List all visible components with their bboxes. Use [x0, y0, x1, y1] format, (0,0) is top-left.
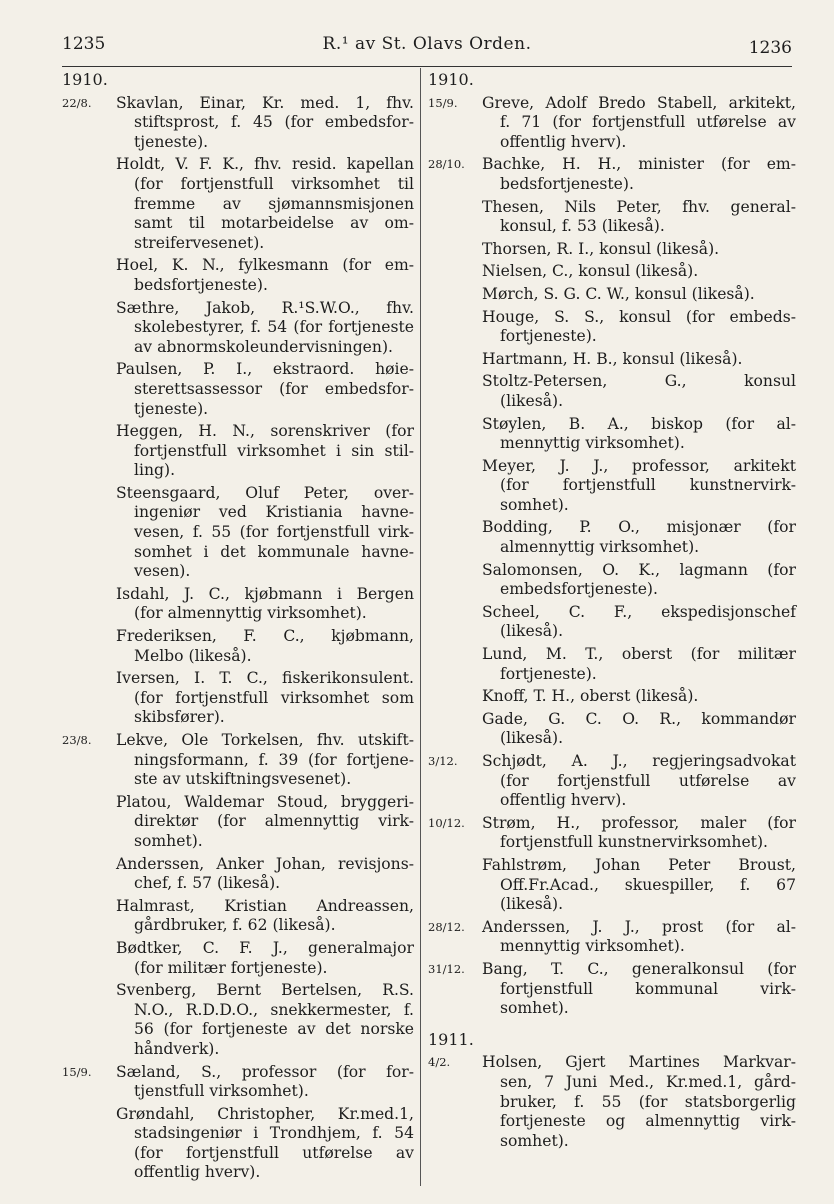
- entry-line: Bodding, P. O., misjonær (for: [482, 518, 796, 537]
- entry-line: Lekve, Ole Torkelsen, fhv. utskift-: [116, 731, 414, 749]
- entry-date: 28/12.: [428, 919, 465, 934]
- entry: [428, 457, 796, 516]
- entry: [62, 669, 414, 728]
- entry-line: Nielsen, C., konsul (likeså).: [482, 262, 699, 281]
- entry: [428, 415, 796, 454]
- entry: [62, 981, 414, 1059]
- entry: [62, 360, 414, 419]
- entry: [62, 1063, 414, 1102]
- entry-line: (for almennyttig virksomhet).: [134, 604, 367, 623]
- year-heading: 1910.: [428, 70, 474, 89]
- entry-line: Mørch, S. G. C. W., konsul (likeså).: [482, 284, 755, 303]
- entry-line: bedsfortjeneste).: [500, 174, 634, 193]
- entry: [428, 1053, 796, 1151]
- entry: [428, 94, 796, 153]
- entry-line: gårdbruker, f. 62 (likeså).: [134, 916, 336, 935]
- entry-line: Bachke, H. H., minister (for em-: [482, 155, 796, 174]
- entry-line: (likeså).: [500, 729, 564, 748]
- entry-line: Svenberg, Bernt Bertelsen, R.S.: [116, 981, 414, 1000]
- entry-line: Platou, Waldemar Stoud, bryggeri-: [116, 792, 414, 811]
- entry-line: bruker, f. 55 (for statsborgerlig: [500, 1092, 796, 1111]
- header-rule: [62, 66, 792, 67]
- entry: [428, 308, 796, 347]
- entry-line: Lund, M. T., oberst (for militær: [482, 645, 796, 664]
- entry-line: skibsfører).: [134, 708, 225, 727]
- entry-date: 28/10.: [428, 157, 465, 172]
- entry: [428, 918, 796, 957]
- left-column: [62, 70, 414, 1186]
- entry-line: Bødtker, C. F. J., generalmajor: [116, 938, 414, 957]
- page-header: [62, 30, 792, 56]
- entry-line: Støylen, B. A., biskop (for al-: [482, 414, 796, 433]
- entry-line: mennyttig virksomhet).: [500, 937, 685, 956]
- column-divider: [420, 68, 421, 1186]
- entry-line: (for fortjenstfull virksomhet til: [134, 174, 414, 193]
- entry-line: Hoel, K. N., fylkesmann (for em-: [116, 256, 414, 275]
- entry-line: Hartmann, H. B., konsul (likeså).: [482, 349, 743, 368]
- entry-line: (likeså).: [500, 895, 564, 914]
- entry-line: Stoltz-Petersen, G., konsul: [482, 372, 796, 391]
- entry-line: (likeså).: [500, 391, 564, 410]
- right-column: [428, 70, 796, 1154]
- entry: [62, 256, 414, 295]
- entry-line: samt til motarbeidelse av om-: [134, 214, 414, 233]
- entry-line: ste av utskiftningsvesenet).: [134, 770, 352, 789]
- entry-line: stadsingeniør i Trondhjem, f. 54: [134, 1124, 414, 1143]
- entry-line: (for fortjenstfull utførelse av: [500, 771, 796, 790]
- entry: [62, 627, 414, 666]
- entry: [62, 155, 414, 253]
- entry-line: Meyer, J. J., professor, arkitekt: [482, 456, 796, 475]
- entry: [428, 285, 796, 305]
- entry: [428, 856, 796, 915]
- entry: [428, 198, 796, 237]
- entry-date: 4/2.: [428, 1055, 451, 1070]
- entry: [428, 561, 796, 600]
- entry-line: somhet).: [500, 495, 569, 514]
- entry-line: mennyttig virksomhet).: [500, 434, 685, 453]
- entry-line: Fahlstrøm, Johan Peter Broust,: [482, 855, 796, 874]
- entry-line: fremme av sjømannsmisjonen: [134, 194, 414, 213]
- entry-line: Paulsen, P. I., ekstraord. høie-: [116, 360, 414, 379]
- entry: [62, 422, 414, 481]
- entry-line: (likeså).: [500, 622, 564, 641]
- entry-line: (for fortjenstfull utførelse av: [134, 1143, 414, 1162]
- entry-line: almennyttig virksomhet).: [500, 538, 700, 557]
- entry-line: embedsfortjeneste).: [500, 580, 658, 599]
- entry-line: offentlig hverv).: [500, 791, 627, 810]
- entry-line: Holsen, Gjert Martines Markvar-: [482, 1053, 796, 1072]
- entry-line: Isdahl, J. C., kjøbmann i Bergen: [116, 584, 414, 603]
- entry-line: sen, 7 Juni Med., Kr.med.1, gård-: [500, 1072, 796, 1091]
- entry-line: Iversen, I. T. C., fiskerikonsulent.: [116, 669, 414, 688]
- entry-line: fortjenstfull kunstnervirksomhet).: [500, 833, 768, 852]
- entry: [62, 939, 414, 978]
- entry: [428, 710, 796, 749]
- entry: [62, 585, 414, 624]
- entry-line: bedsfortjeneste).: [134, 275, 268, 294]
- entry-line: vesen, f. 55 (for fortjenstfull virk-: [134, 523, 414, 542]
- page-number-right: 1236: [748, 38, 792, 58]
- entry: [428, 960, 796, 1019]
- entry: [62, 484, 414, 582]
- entry-line: Anderssen, Anker Johan, revisjons-: [116, 854, 414, 873]
- entry-line: Frederiksen, F. C., kjøbmann,: [116, 627, 414, 646]
- entry-line: f. 71 (for fortjenstfull utførelse av: [500, 113, 796, 132]
- entry: [428, 262, 796, 282]
- entry: [62, 299, 414, 358]
- year-heading: 1910.: [62, 70, 108, 89]
- entry: [428, 155, 796, 194]
- entry-line: Houge, S. S., konsul (for embeds-: [482, 307, 796, 326]
- entry-line: streifervesenet).: [134, 233, 265, 252]
- entry-line: vesen).: [134, 562, 191, 581]
- entry-line: Knoff, T. H., oberst (likeså).: [482, 687, 699, 706]
- entry-line: somhet).: [134, 831, 203, 850]
- entry: [428, 814, 796, 853]
- entry-line: skolebestyrer, f. 54 (for fortjeneste: [134, 318, 414, 337]
- entry-line: ningsformann, f. 39 (for fortjene-: [134, 750, 414, 769]
- entry-line: Grøndahl, Christopher, Kr.med.1,: [116, 1104, 414, 1123]
- entry-line: Anderssen, J. J., prost (for al-: [482, 917, 796, 936]
- entry: [62, 731, 414, 790]
- entry-date: 15/9.: [428, 95, 458, 110]
- entry-line: Scheel, C. F., ekspedisjonschef: [482, 602, 796, 621]
- entry-line: Sæland, S., professor (for for-: [116, 1062, 414, 1081]
- entry-date: 22/8.: [62, 95, 92, 110]
- entry-line: fortjeneste og almennyttig virk-: [500, 1112, 796, 1131]
- entry: [62, 793, 414, 852]
- entry-line: somhet).: [500, 1131, 569, 1150]
- entry-date: 31/12.: [428, 961, 465, 976]
- entry: [428, 603, 796, 642]
- entry-date: 15/9.: [62, 1064, 92, 1079]
- page-number-left: 1235: [62, 34, 106, 54]
- entry-line: konsul, f. 53 (likeså).: [500, 217, 665, 236]
- entry-line: håndverk).: [134, 1039, 220, 1058]
- page-title: R.¹ av St. Olavs Orden.: [322, 34, 532, 54]
- entry-line: Melbo (likeså).: [134, 646, 252, 665]
- entry-line: Schjødt, A. J., regjeringsadvokat: [482, 752, 796, 770]
- entry: [62, 1105, 414, 1183]
- entry-line: chef, f. 57 (likeså).: [134, 874, 281, 893]
- entry-line: ingeniør ved Kristiania havne-: [134, 503, 414, 522]
- entry-line: fortjenstfull kommunal virk-: [500, 979, 796, 998]
- entry-line: Off.Fr.Acad., skuespiller, f. 67: [500, 875, 796, 894]
- entry-line: (for militær fortjeneste).: [134, 958, 328, 977]
- entry: [62, 897, 414, 936]
- entry: [428, 350, 796, 370]
- entry-line: Bang, T. C., generalkonsul (for: [482, 959, 796, 978]
- entry-line: Greve, Adolf Bredo Stabell, arkitekt,: [482, 93, 796, 112]
- entry-line: (for fortjenstfull kunstnervirk-: [500, 476, 796, 495]
- entry-line: tjenstfull virksomhet).: [134, 1082, 309, 1101]
- entry-line: N.O., R.D.D.O., snekkermester, f.: [134, 1000, 414, 1019]
- entry: [428, 687, 796, 707]
- entry-line: (for fortjenstfull virksomhet som: [134, 688, 414, 707]
- entry-line: fortjenstfull virksomhet i sin stil-: [134, 441, 414, 460]
- entry-date: 3/12.: [428, 754, 458, 768]
- entry-line: Skavlan, Einar, Kr. med. 1, fhv.: [116, 93, 414, 112]
- entry-line: somhet).: [500, 999, 569, 1018]
- entry-line: offentlig hverv).: [500, 132, 627, 151]
- entry: [428, 372, 796, 411]
- entry-line: stiftsprost, f. 45 (for embedsfor-: [134, 113, 414, 132]
- entry-date: 10/12.: [428, 815, 465, 830]
- entry-line: offentlig hverv).: [134, 1163, 261, 1182]
- entry: [62, 855, 414, 894]
- entry-line: fortjeneste).: [500, 664, 597, 683]
- entry-line: tjeneste).: [134, 399, 209, 418]
- entry-date: 23/8.: [62, 733, 92, 747]
- entry-line: ling).: [134, 461, 176, 480]
- entry-line: tjeneste).: [134, 132, 209, 151]
- entry-line: 56 (for fortjeneste av det norske: [134, 1020, 414, 1039]
- entry-line: Strøm, H., professor, maler (for: [482, 813, 796, 832]
- entry: [62, 94, 414, 153]
- entry: [428, 645, 796, 684]
- entry-line: Holdt, V. F. K., fhv. resid. kapellan: [116, 155, 414, 174]
- entry-line: av abnormskoleundervisningen).: [134, 337, 393, 356]
- entry: [428, 752, 796, 811]
- entry-line: Steensgaard, Oluf Peter, over-: [116, 483, 414, 502]
- year-gap: [428, 1022, 796, 1030]
- entry-line: fortjeneste).: [500, 327, 597, 346]
- entry-line: Thorsen, R. I., konsul (likeså).: [482, 239, 720, 258]
- year-heading-1911: 1911.: [428, 1029, 474, 1049]
- entry: [428, 518, 796, 557]
- entry-line: sterettsassessor (for embedsfor-: [134, 379, 414, 398]
- entry-line: Heggen, H. N., sorenskriver (for: [116, 422, 414, 441]
- entry-line: Salomonsen, O. K., lagmann (for: [482, 560, 796, 579]
- entry-line: direktør (for almennyttig virk-: [134, 812, 414, 831]
- entry-line: somhet i det kommunale havne-: [134, 542, 414, 561]
- entry: [428, 240, 796, 260]
- entry-line: Gade, G. C. O. R., kommandør: [482, 709, 796, 728]
- entry-line: Thesen, Nils Peter, fhv. general-: [482, 197, 796, 216]
- entry-line: Halmrast, Kristian Andreassen,: [116, 896, 414, 915]
- entry-line: Sæthre, Jakob, R.¹S.W.O., fhv.: [116, 298, 414, 317]
